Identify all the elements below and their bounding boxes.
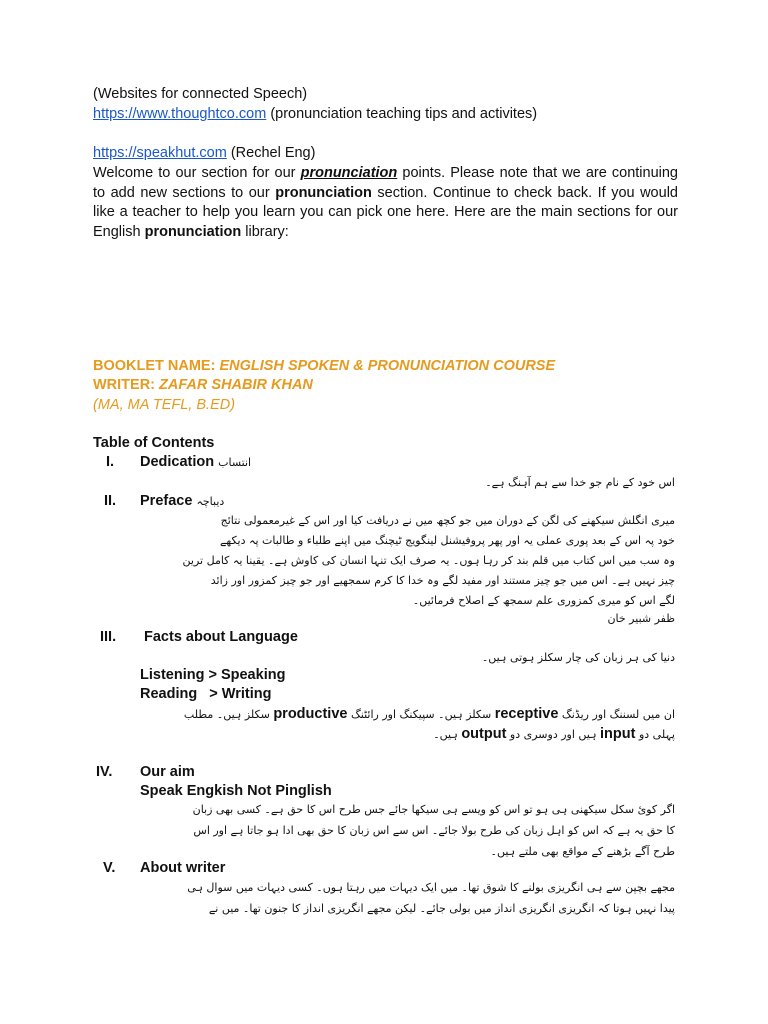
intro-text-3: section. Continue to check back. If you would like a teacher to help you learn you can pick one here. Here are the main sections for our English	[93, 184, 678, 240]
keyword-output: output	[461, 726, 507, 742]
mixed-1-text-a: ان میں لسننگ اور ریڈنگ	[561, 708, 675, 721]
writer-qualifications: (MA, MA TEFL, B.ED)	[93, 397, 236, 413]
keyword-pronunciation-2: pronunciation	[275, 184, 372, 201]
speakhut-link[interactable]: https://speakhut.com	[93, 145, 227, 161]
section-3-number: III.	[100, 629, 117, 645]
section-2-title: Preface	[140, 493, 193, 509]
section-4-subtitle: Speak Engkish Not Pinglish	[140, 783, 332, 799]
aim-line-2: کا حق یہ ہے کہ اس کو اہل زبان کی طرح بولا جائے۔ اس سے اس زبان کا حق بھی ادا ہو جاتا ہے اور اس	[193, 824, 675, 837]
keyword-receptive: receptive	[494, 706, 559, 722]
aim-line-3: طرح آگے بڑھنے کے مواقع بھی ملتے ہیں۔	[490, 845, 675, 858]
qualifications-line	[93, 397, 235, 413]
toc-title: Table of Contents	[93, 435, 215, 451]
mixed-2-text-c: ہیں۔	[433, 728, 458, 741]
preface-line-4: چیز نہیں ہے۔ اس میں جو چیز مستند اور مفید لگے وہ خدا کا کرم سمجھیے اور جو چیز کمزور اور زائد	[210, 574, 675, 587]
writer-line	[93, 377, 313, 393]
section-1-heading	[140, 454, 251, 470]
section-4-number: IV.	[96, 764, 113, 780]
mixed-2-text-b: ہیں اور دوسری دو	[509, 728, 597, 741]
keyword-input: input	[600, 726, 636, 742]
intro-text-2: points. Please note that we are continuing to add new sections to our	[93, 165, 678, 201]
mixed-1-text-b: سکلز ہیں۔ سپیکنگ اور رائٹنگ	[350, 708, 492, 721]
writer-line-1: مجھے بچپن سے ہی انگریزی بولنے کا شوق تھا۔ میں ایک دیہات میں رہتا ہوں۔ کسی دیہات میں سوال ہی	[187, 881, 675, 894]
section-5-number: V.	[103, 860, 116, 876]
skills-mixed-line-1	[90, 704, 675, 725]
intro-text-1: Welcome to our section for our	[93, 165, 301, 181]
skills-line-2: Reading > Writing	[140, 686, 272, 702]
section-3-urdu-line: دنیا کی ہر زبان کی چار سکلز ہوتی ہیں۔	[481, 651, 675, 664]
keyword-pronunciation-1: pronunciation	[300, 165, 398, 181]
link2-note: (Rechel Eng)	[230, 145, 316, 161]
aim-line-1: اگر کوئ سکل سیکھنی ہی ہو تو اس کو ویسے ہی سیکھا جائے جس طرح اس کا حق ہے۔ کسی بھی زبان	[192, 803, 675, 816]
section-3-title: Facts about Language	[144, 629, 298, 645]
intro-paragraph	[93, 164, 678, 242]
booklet-name-label: BOOKLET NAME:	[93, 358, 220, 374]
keyword-pronunciation-3: pronunciation	[144, 223, 242, 240]
writer-name: ZAFAR SHABIR KHAN	[159, 377, 313, 393]
skills-line-1: Listening > Speaking	[140, 667, 286, 683]
section-1-title: Dedication	[140, 454, 215, 470]
link-row-1	[93, 106, 537, 122]
section-1-number: I.	[106, 454, 115, 470]
preface-signature: ظفر شبیر خان	[607, 612, 675, 625]
keyword-productive: productive	[273, 706, 348, 722]
thoughtco-link[interactable]: https://www.thoughtco.com	[93, 106, 267, 122]
section-5-title: About writer	[140, 860, 226, 876]
preface-line-5: لگے اس کو میری کمزوری علم سمجھ کے اصلاح فرمائیں۔	[412, 594, 675, 607]
preface-line-3: وہ سب میں اس کتاب میں قلم بند کر رہا ہوں۔ یہ صرف ایک تنہا انسان کی کاوش ہے۔ یقینا یہ کامل ترین	[182, 554, 675, 567]
writer-line-2: پیدا نہیں ہوتا کہ انگریزی انگریزی انداز میں بولی جائے۔ لیکن مجھے انگریزی انداز کا جنون تھا۔ میں نے	[208, 902, 675, 915]
link1-note: (pronunciation teaching tips and activites)	[270, 106, 538, 122]
skills-mixed-line-2	[90, 724, 675, 745]
preface-line-2: خود پہ اس کے بعد پوری عملی یہ اور پھر پروفیشنل لینگویج ٹیچنگ میں اپنے طلباء و طالبات پہ دیکھے	[219, 534, 675, 547]
preface-line-1: میری انگلش سیکھنے کی لگن کے دوران میں جو کچھ میں نے دریافت کیا اور اس کے غیرمعمولی نتائج	[220, 514, 675, 527]
section-2-number: II.	[104, 493, 117, 509]
section-1-urdu-line: اس خود کے نام جو خدا سے ہم آہنگ ہے۔	[485, 476, 675, 489]
websites-heading: (Websites for connected Speech)	[93, 86, 308, 102]
section-2-urdu-title: دیباچہ	[196, 495, 225, 508]
intro-text-4: library:	[241, 223, 289, 240]
section-4-title: Our aim	[140, 764, 195, 780]
section-1-urdu-title: انتساب	[218, 456, 252, 469]
writer-label: WRITER:	[93, 377, 160, 393]
booklet-name: ENGLISH SPOKEN & PRONUNCIATION COURSE	[219, 358, 556, 374]
mixed-1-text-c: سکلز ہیں۔ مطلب	[183, 708, 270, 721]
section-2-heading	[140, 493, 224, 509]
link-row-2	[93, 145, 315, 161]
mixed-2-text-a: پہلی دو	[638, 728, 675, 741]
booklet-name-line	[93, 358, 555, 374]
